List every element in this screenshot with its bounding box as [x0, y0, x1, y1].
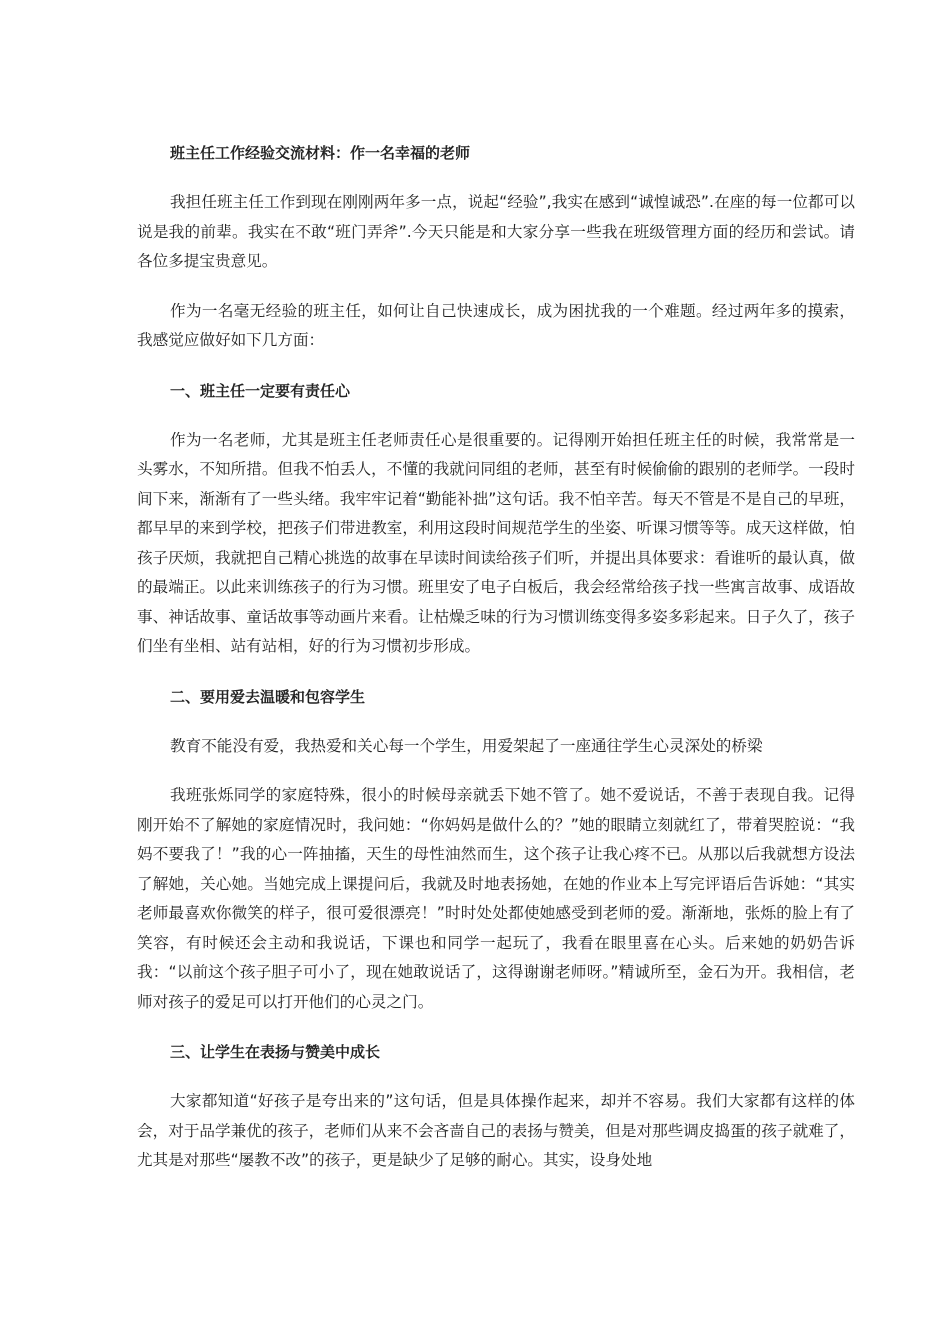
section-2-paragraph-1: 教育不能没有爱，我热爱和关心每一个学生，用爱架起了一座通往学生心灵深处的桥梁 — [170, 736, 763, 755]
document-title: 班主任工作经验交流材料：作一名幸福的老师 — [170, 144, 471, 162]
section-heading-2: 二、要用爱去温暖和包容学生 — [170, 687, 366, 706]
section-1-paragraph-1: 作为一名老师，尤其是班主任老师责任心是很重要的。记得刚开始担任班主任的时候，我常常是一头雾水，不知所措。但我不怕丢人，不懂的我就问同组的老师，甚至有时候偷偷的跟别的老师学。一段时间下来，渐渐有了一些头绪。我牢牢记着“勤能补拙”这句话。我不怕辛苦。每天不管是不是自己的早班，都早早的来到学校，把孩子们带进教室，利用这段时间规范学生的坐姿、听课习惯等等。成天这样做，怕孩子厌烦，我就把自己精心挑选的故事在早读时间读给孩子们听，并提出具体要求：看谁听的最认真，做的最端正。以此来训练孩子的行为习惯。班里安了电子白板后，我会经常给孩子找一些寓言故事、成语故事、神话故事、童话故事等动画片来看。让枯燥乏味的行为习惯训练变得多姿多彩起来。日子久了，孩子们坐有坐相、站有站相，好的行为习惯初步形成。 — [137, 430, 855, 655]
section-heading-1: 一、班主任一定要有责任心 — [170, 381, 351, 400]
section-2-paragraph-2: 我班张烁同学的家庭特殊，很小的时候母亲就丢下她不管了。她不爱说话，不善于表现自我。记得刚开始不了解她的家庭情况时，我问她：“你妈妈是做什么的？”她的眼睛立刻就红了，带着哭腔说：“我妈不要我了！”我的心一阵抽搐，天生的母性油然而生，这个孩子让我心疼不已。从那以后我就想方设法了解她，关心她。当她完成上课提问后，我就及时地表扬她，在她的作业本上写完评语后告诉她：“其实老师最喜欢你微笑的样子，很可爱很漂亮！”时时处处都使她感受到老师的爱。渐渐地，张烁的脸上有了笑容，有时候还会主动和我说话，下课也和同学一起玩了，我看在眼里喜在心头。后来她的奶奶告诉我：“以前这个孩子胆子可小了，现在她敢说话了，这得谢谢老师呀。”精诚所至，金石为开。我相信，老师对孩子的爱足可以打开他们的心灵之门。 — [137, 786, 855, 1011]
section-heading-3: 三、让学生在表扬与赞美中成长 — [170, 1043, 381, 1061]
intro-paragraph-1: 我担任班主任工作到现在刚刚两年多一点，说起“经验”,我实在感到“诚惶诚恐”.在座的每一位都可以说是我的前辈。我实在不敢“班门弄斧”.今天只能是和大家分享一些我在班级管理方面的经历和尝试。请各位多提宝贵意见。 — [137, 193, 855, 270]
intro-paragraph-2: 作为一名毫无经验的班主任，如何让自己快速成长，成为困扰我的一个难题。经过两年多的摸索，我感觉应做好如下几方面： — [137, 301, 855, 349]
section-3-paragraph-1: 大家都知道“好孩子是夸出来的”这句话，但是具体操作起来，却并不容易。我们大家都有这样的体会，对于品学兼优的孩子，老师们从来不会吝啬自己的表扬与赞美，但是对那些调皮捣蛋的孩子就难了，尤其是对那些“屡教不改”的孩子，更是缺少了足够的耐心。其实，设身处地 — [137, 1092, 855, 1169]
document-page — [137, 140, 855, 1196]
